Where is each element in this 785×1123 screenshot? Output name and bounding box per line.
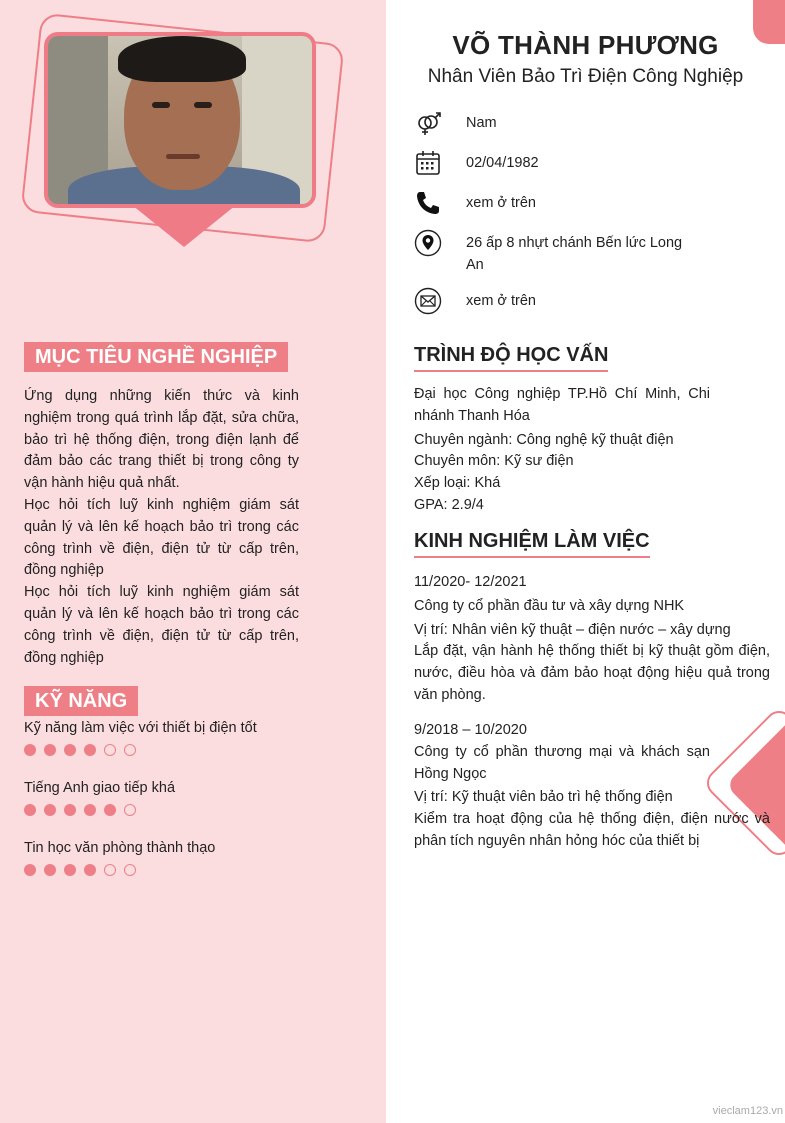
skill-rating xyxy=(24,804,299,816)
profile-photo-frame xyxy=(20,10,350,260)
rating-dot-empty xyxy=(104,744,116,756)
objective-section xyxy=(24,342,299,669)
contact-email xyxy=(414,287,714,315)
email-icon xyxy=(414,287,442,315)
job-company: Công ty cổ phần thương mại và khách sạn Hồng Ngọc xyxy=(414,743,710,782)
contact-birthday xyxy=(414,149,714,177)
objective-paragraph: Học hỏi tích luỹ kinh nghiệm giám sát quản lý và lên kế hoạch bảo trì trong các công trình về điện, điện tử từ cấp trên, đồng nghiệp xyxy=(24,584,299,666)
job-company: Công ty cổ phần đầu tư và xây dựng NHK xyxy=(414,597,685,614)
rating-dot-filled xyxy=(44,744,56,756)
rating-dot-filled xyxy=(24,744,36,756)
contact-text: Nam xyxy=(466,115,497,131)
education-block xyxy=(414,384,710,517)
rating-dot-filled xyxy=(84,864,96,876)
experience-heading: KINH NGHIỆM LÀM VIỆC xyxy=(414,530,650,558)
rating-dot-filled xyxy=(64,864,76,876)
contact-gender xyxy=(414,109,714,137)
calendar-icon xyxy=(414,149,442,177)
job-period: 11/2020- 12/2021 xyxy=(414,574,527,590)
job-period: 9/2018 – 10/2020 xyxy=(414,722,527,738)
skill-item xyxy=(24,718,299,756)
rating-dot-filled xyxy=(24,864,36,876)
skills-section xyxy=(24,686,299,876)
education-rank: Xếp loại: Khá xyxy=(414,475,501,492)
left-sidebar xyxy=(0,0,386,1123)
phone-icon xyxy=(414,189,442,217)
objective-heading: MỤC TIÊU NGHỀ NGHIỆP xyxy=(24,342,288,372)
education-school: Đại học Công nghiệp TP.Hồ Chí Minh, Chi nhánh Thanh Hóa xyxy=(414,386,710,424)
main-content xyxy=(386,0,785,1123)
rating-dot-empty xyxy=(124,864,136,876)
skill-name: Tin học văn phòng thành thạo xyxy=(24,840,216,856)
objective-paragraph: Học hỏi tích luỹ kinh nghiệm giám sát quản lý và lên kế hoạch bảo trì trong các công trình về điện, điện tử từ cấp trên, đồng nghiệp xyxy=(24,496,299,579)
rating-dot-empty xyxy=(104,864,116,876)
skill-rating xyxy=(24,864,299,876)
rating-dot-filled xyxy=(64,744,76,756)
skills-heading: KỸ NĂNG xyxy=(24,686,138,716)
contact-text: 26 ấp 8 nhựt chánh Bến lức Long An xyxy=(466,235,683,273)
rating-dot-filled xyxy=(104,804,116,816)
skill-rating xyxy=(24,744,299,756)
education-gpa: GPA: 2.9/4 xyxy=(414,496,484,513)
job-position: Vị trí: Kỹ thuật viên bảo trì hệ thống điện xyxy=(414,789,673,806)
rating-dot-filled xyxy=(84,804,96,816)
skill-item xyxy=(24,838,299,876)
education-specialty: Chuyên môn: Kỹ sư điện xyxy=(414,453,574,470)
education-heading: TRÌNH ĐỘ HỌC VẤN xyxy=(414,344,608,372)
rating-dot-empty xyxy=(124,804,136,816)
experience-job xyxy=(414,572,770,707)
gender-icon xyxy=(414,109,442,137)
photo-decor-triangle xyxy=(132,205,236,247)
job-position: Vị trí: Nhân viên kỹ thuật – điện nước – xây dựng xyxy=(414,621,731,638)
skill-name: Kỹ năng làm việc với thiết bị điện tốt xyxy=(24,720,257,736)
candidate-name: VÕ THÀNH PHƯƠNG xyxy=(452,30,719,60)
job-title: Nhân Viên Bảo Trì Điện Công Nghiệp xyxy=(427,66,744,87)
rating-dot-filled xyxy=(64,804,76,816)
skill-item xyxy=(24,778,299,816)
job-description: Kiểm tra hoạt động của hệ thống điện, điện nước và phân tích nguyên nhân hỏng hóc của thiết bị xyxy=(414,811,770,849)
education-major: Chuyên ngành: Công nghệ kỹ thuật điện xyxy=(414,431,674,448)
rating-dot-filled xyxy=(24,804,36,816)
contact-address xyxy=(414,229,714,276)
rating-dot-empty xyxy=(124,744,136,756)
contact-text: xem ở trên xyxy=(466,195,536,211)
objective-paragraph: Ứng dụng những kiến thức và kinh nghiệm trong quá trình lắp đặt, sửa chữa, bảo trì hệ thống điện, trong điện lạnh để đảm bảo các trang thiết bị trong công ty vận hành hiệu quả nhất. xyxy=(24,388,299,492)
contact-phone xyxy=(414,189,714,217)
job-description: Lắp đặt, vận hành hệ thống thiết bị kỹ thuật gồm điện, nước, điều hòa và đảm bảo hoạt động hiệu quả trong văn phòng. xyxy=(414,643,770,703)
location-icon xyxy=(414,229,442,257)
watermark: vieclam123.vn xyxy=(712,1105,783,1117)
contact-text: xem ở trên xyxy=(466,293,536,309)
rating-dot-filled xyxy=(44,864,56,876)
contact-text: 02/04/1982 xyxy=(466,155,539,171)
experience-job xyxy=(414,720,770,853)
profile-photo xyxy=(44,32,316,208)
rating-dot-filled xyxy=(44,804,56,816)
skill-name: Tiếng Anh giao tiếp khá xyxy=(24,780,176,796)
rating-dot-filled xyxy=(84,744,96,756)
